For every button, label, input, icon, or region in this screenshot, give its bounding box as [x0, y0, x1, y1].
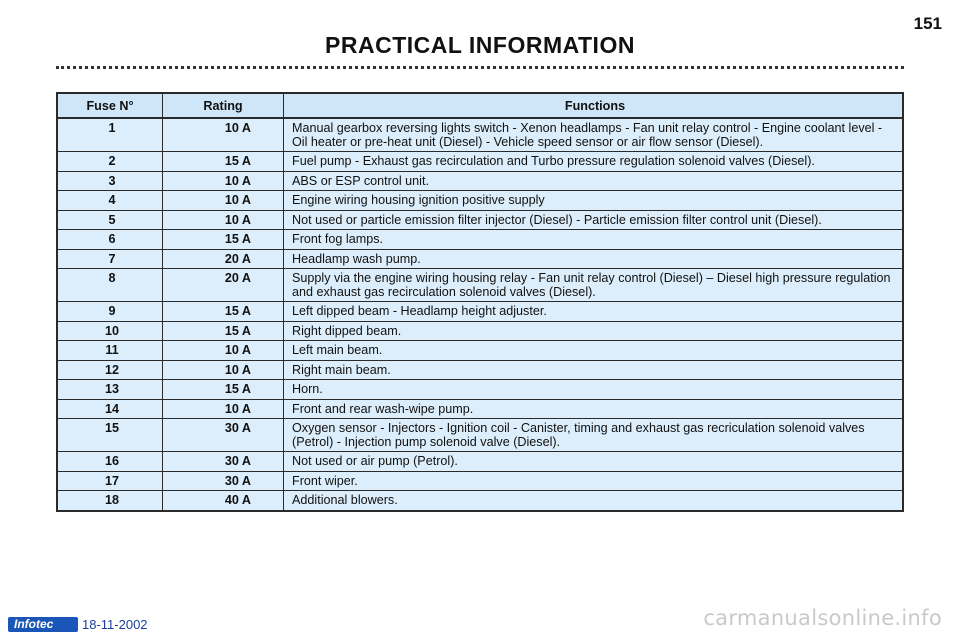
fuse-functions-cell: Headlamp wash pump. — [284, 249, 904, 269]
fuse-functions-cell: Fuel pump - Exhaust gas recirculation and Turbo pressure regulation solenoid valves (Diesel). — [284, 152, 904, 172]
fuse-number-cell: 11 — [57, 341, 163, 361]
fuse-rating-cell: 15 A — [163, 321, 284, 341]
fuse-rating-cell: 10 A — [163, 191, 284, 211]
fuse-number-cell: 15 — [57, 419, 163, 452]
table-row — [57, 118, 903, 152]
fuse-rating-cell: 10 A — [163, 118, 284, 152]
fuse-number-cell: 12 — [57, 360, 163, 380]
fuse-rating-cell: 10 A — [163, 210, 284, 230]
fuse-functions-cell: Oxygen sensor - Injectors - Ignition coil - Canister, timing and exhaust gas recriculation solenoid valves (Petrol) - Injection pump solenoid valve (Diesel). — [284, 419, 904, 452]
fuse-number-cell: 7 — [57, 249, 163, 269]
fuse-number-cell: 6 — [57, 230, 163, 250]
table-row — [57, 210, 903, 230]
fuse-number-cell: 14 — [57, 399, 163, 419]
table-row — [57, 360, 903, 380]
fuse-number-cell: 8 — [57, 269, 163, 302]
fuse-functions-cell: Additional blowers. — [284, 491, 904, 511]
fuse-rating-cell: 10 A — [163, 171, 284, 191]
fuse-number-cell: 10 — [57, 321, 163, 341]
fuse-number-cell: 17 — [57, 471, 163, 491]
table-row — [57, 230, 903, 250]
fuse-rating-cell: 30 A — [163, 419, 284, 452]
dotted-divider — [56, 66, 904, 69]
table-row — [57, 471, 903, 491]
table-row — [57, 341, 903, 361]
page-title: PRACTICAL INFORMATION — [325, 32, 635, 58]
table-row — [57, 269, 903, 302]
table-row — [57, 419, 903, 452]
fuse-rating-cell: 40 A — [163, 491, 284, 511]
fuse-rating-cell: 20 A — [163, 249, 284, 269]
table-row — [57, 249, 903, 269]
fuse-rating-cell: 10 A — [163, 341, 284, 361]
table-row — [57, 152, 903, 172]
fuse-functions-cell: Manual gearbox reversing lights switch - Xenon headlamps - Fan unit relay control - Engine coolant level - Oil heater or pre-heat unit (Diesel) - Vehicle speed sensor or air flow sensor (Diesel). — [284, 118, 904, 152]
fuse-functions-cell: Supply via the engine wiring housing relay - Fan unit relay control (Diesel) – Diesel high pressure regulation and exhaust gas recirculation solenoid valves (Diesel). — [284, 269, 904, 302]
table-header-row — [57, 93, 903, 118]
footer-date: 18-11-2002 — [82, 617, 148, 632]
fuse-functions-cell: Right main beam. — [284, 360, 904, 380]
fuse-number-cell: 3 — [57, 171, 163, 191]
fuse-functions-cell: Not used or air pump (Petrol). — [284, 452, 904, 472]
fuse-functions-cell: Horn. — [284, 380, 904, 400]
table-row — [57, 491, 903, 511]
fuse-number-cell: 9 — [57, 302, 163, 322]
page-number: 151 — [913, 14, 942, 33]
fuse-rating-cell: 15 A — [163, 152, 284, 172]
fuse-number-cell: 18 — [57, 491, 163, 511]
fuse-functions-cell: Front wiper. — [284, 471, 904, 491]
fuse-functions-cell: Left main beam. — [284, 341, 904, 361]
fuse-functions-cell: Right dipped beam. — [284, 321, 904, 341]
table-row — [57, 399, 903, 419]
fuse-functions-cell: Engine wiring housing ignition positive supply — [284, 191, 904, 211]
header-functions: Functions — [284, 93, 904, 118]
fuse-table — [56, 92, 904, 512]
infotec-logo: Infotec — [8, 617, 78, 632]
fuse-functions-cell: Front and rear wash-wipe pump. — [284, 399, 904, 419]
fuse-rating-cell: 10 A — [163, 360, 284, 380]
fuse-rating-cell: 30 A — [163, 452, 284, 472]
header-fuse: Fuse N° — [57, 93, 163, 118]
table-row — [57, 171, 903, 191]
fuse-functions-cell: ABS or ESP control unit. — [284, 171, 904, 191]
fuse-rating-cell: 15 A — [163, 302, 284, 322]
fuse-rating-cell: 20 A — [163, 269, 284, 302]
fuse-functions-cell: Not used or particle emission filter injector (Diesel) - Particle emission filter control unit (Diesel). — [284, 210, 904, 230]
header-rating: Rating — [163, 93, 284, 118]
watermark: carmanualsonline.info — [703, 606, 942, 630]
fuse-number-cell: 5 — [57, 210, 163, 230]
table-row — [57, 321, 903, 341]
fuse-rating-cell: 10 A — [163, 399, 284, 419]
fuse-number-cell: 13 — [57, 380, 163, 400]
table-row — [57, 380, 903, 400]
table-row — [57, 191, 903, 211]
fuse-number-cell: 16 — [57, 452, 163, 472]
fuse-table-body — [57, 118, 903, 511]
fuse-rating-cell: 30 A — [163, 471, 284, 491]
fuse-number-cell: 2 — [57, 152, 163, 172]
fuse-functions-cell: Left dipped beam - Headlamp height adjuster. — [284, 302, 904, 322]
fuse-rating-cell: 15 A — [163, 230, 284, 250]
fuse-functions-cell: Front fog lamps. — [284, 230, 904, 250]
fuse-number-cell: 4 — [57, 191, 163, 211]
fuse-number-cell: 1 — [57, 118, 163, 152]
fuse-rating-cell: 15 A — [163, 380, 284, 400]
table-row — [57, 302, 903, 322]
table-row — [57, 452, 903, 472]
